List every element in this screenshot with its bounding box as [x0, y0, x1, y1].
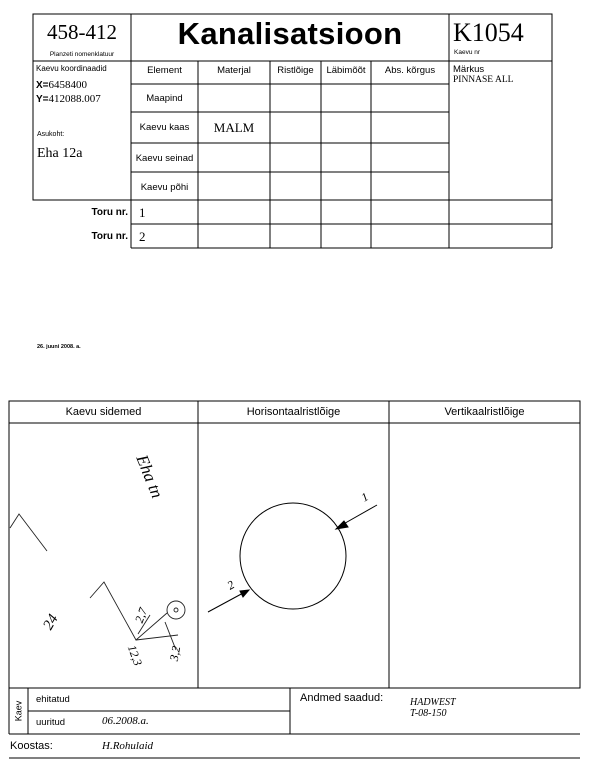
pipe-2-label: Toru nr.: [91, 231, 128, 242]
data-from-value-1: HADWEST: [410, 697, 456, 708]
section-header-connections: Kaevu sidemed: [65, 406, 142, 418]
well-side-label-cell: [9, 688, 28, 734]
column-header-cross-section: Ristlõige: [277, 65, 314, 76]
well-side-label: Kaev: [13, 700, 24, 722]
pipe-1-label: Toru nr.: [91, 207, 128, 218]
section-header-vertical: Vertikaalristlõige: [444, 406, 525, 418]
sketch-distance-1: 24: [40, 611, 62, 633]
well-number: K1054: [453, 18, 524, 47]
location-label: Asukoht:: [37, 131, 65, 138]
page-title: Kanalisatsioon: [177, 16, 403, 51]
compiled-label: Koostas:: [10, 740, 53, 752]
column-header-diameter: Läbimõõt: [326, 65, 366, 76]
row-element-ground: Maapind: [146, 93, 183, 104]
y-label: Y=: [36, 94, 49, 105]
column-header-element: Element: [147, 65, 182, 76]
sketch-street-note: Eha tn: [132, 452, 167, 501]
pipe-2-value: 2: [139, 229, 146, 244]
sketch-distance-3: 12,3: [124, 643, 146, 668]
nomenclature-number: 458-412: [47, 20, 117, 44]
remarks-label: Märkus: [453, 64, 485, 75]
column-header-abs-height: Abs. kõrgus: [384, 65, 436, 76]
data-from-label: Andmed saadud:: [300, 692, 384, 704]
nomenclature-label: Planzeti nomenklatuur: [49, 51, 115, 58]
row-element-walls: Kaevu seinad: [135, 153, 194, 164]
row-element-bottom: Kaevu põhi: [140, 182, 189, 193]
coordinates-label: Kaevu koordinaadid: [36, 64, 107, 73]
sketch-distance-4: 3,2: [166, 644, 184, 663]
sketch-distance-2: 2,7: [131, 605, 151, 625]
section-header-horizontal: Horisontaalristlõige: [246, 406, 341, 418]
horizontal-section-drawing: [208, 503, 377, 612]
location-sketch: [10, 514, 185, 650]
pipe-1-value: 1: [139, 205, 146, 220]
date-stamp: 26. juuni 2008. a.: [37, 344, 81, 350]
x-label: X=: [36, 80, 49, 91]
surveyed-value: 06.2008.a.: [102, 715, 149, 727]
built-label: ehitatud: [36, 694, 70, 705]
pipe-label-1: 1: [358, 489, 371, 505]
location-value: Eha 12a: [37, 146, 83, 161]
x-value: 6458400: [48, 79, 88, 91]
well-number-label: Kaevu nr: [454, 49, 481, 56]
y-value: 412088.007: [48, 93, 101, 105]
compiled-value: H.Rohulaid: [102, 740, 154, 752]
y-coordinate: [36, 93, 101, 105]
remarks-value: PINNASE ALL: [453, 75, 514, 85]
x-coordinate: [36, 79, 87, 91]
column-header-material: Materjal: [217, 65, 251, 76]
row-material-cover: MALM: [213, 120, 255, 135]
surveyed-label: uuritud: [36, 717, 66, 728]
row-element-cover: Kaevu kaas: [139, 122, 190, 133]
data-from-value-2: T-08-150: [410, 708, 447, 719]
pipe-label-2: 2: [224, 577, 237, 593]
